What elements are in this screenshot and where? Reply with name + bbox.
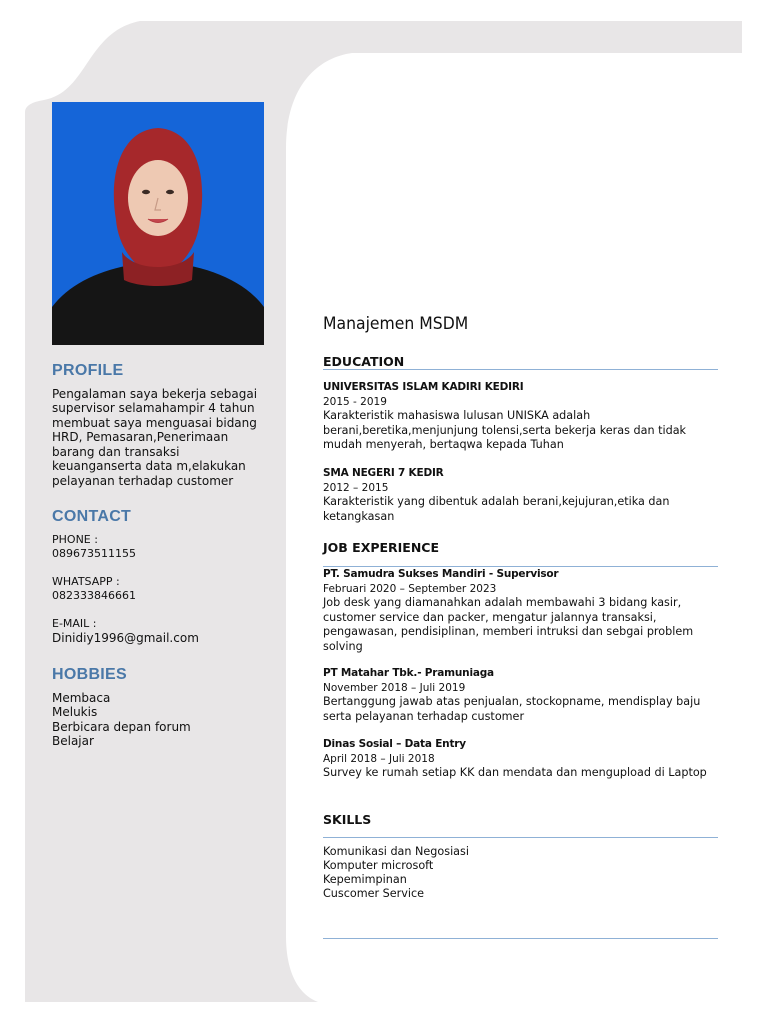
education-school: UNIVERSITAS ISLAM KADIRI KEDIRI [323,381,524,393]
education-divider [323,369,718,370]
education-dates: 2012 – 2015 [323,481,389,494]
hobby-item: Belajar [52,734,94,748]
skill-item: Cuscomer Service [323,887,425,900]
hobbies-heading: HOBBIES [52,666,127,683]
skill-item: Kepemimpinan [323,873,407,886]
skills-heading: SKILLS [323,812,372,827]
skill-item: Komputer microsoft [323,859,434,872]
resume-title: Manajemen MSDM [323,314,469,334]
skill-item: Komunikasi dan Negosiasi [323,845,469,858]
experience-entry [323,666,718,724]
experience-entry [323,567,718,654]
experience-heading: JOB EXPERIENCE [323,540,440,555]
hobby-item: Membaca [52,690,111,705]
profile-text: Pengalaman saya bekerja sebagai supervisor selamahampir 4 tahun membuat saya menguasai bidang HRD, Pemasaran,Penerimaan barang dan transaksi keuanganserta data m,elakukan pelayanan terhadap customer [52,386,258,488]
experience-title: Dinas Sosial – Data Entry [323,738,466,750]
whatsapp-value: 082333846661 [52,588,136,602]
phone-value: 089673511155 [52,546,136,560]
education-heading: EDUCATION [323,354,405,369]
contact-heading: CONTACT [52,508,132,525]
skills-divider [323,837,718,838]
education-dates: 2015 - 2019 [323,395,387,408]
profile-photo [52,102,264,345]
education-school: SMA NEGERI 7 KEDIR [323,467,444,479]
education-desc: Karakteristik mahasiswa lulusan UNISKA adalah berani,beretika,menjunjung tolensi,serta bekerja keras dan tidak mudah menyerah, bertaqwa kepada Tuhan [323,409,687,451]
experience-dates: April 2018 – Juli 2018 [323,752,435,765]
contact-section [52,510,264,645]
experience-dates: Februari 2020 – September 2023 [323,582,497,595]
experience-title: PT. Samudra Sukses Mandiri - Supervisor [323,568,559,580]
education-entry [323,380,718,453]
phone-label: PHONE : [52,532,98,546]
skills-list [323,845,469,901]
experience-desc: Bertanggung jawab atas penjualan, stockopname, mendisplay baju serta pelayanan terhadap customer [323,695,701,723]
email-label: E-MAIL : [52,616,97,630]
education-entry [323,466,718,524]
profile-section [52,364,264,488]
experience-entry [323,737,718,781]
hobby-item: Melukis [52,705,98,719]
whatsapp-label: WHATSAPP : [52,574,120,588]
education-desc: Karakteristik yang dibentuk adalah berani,kejujuran,etika dan ketangkasan [323,495,670,523]
experience-desc: Survey ke rumah setiap KK dan mendata dan mengupload di Laptop [323,766,707,779]
hobby-item: Berbicara depan forum [52,719,191,734]
experience-desc: Job desk yang diamanahkan adalah membawahi 3 bidang kasir, customer service dan packer, mengatur jalannya transaksi, pengawasan, pendisiplinan, memberi intruksi dan sebgai problem solving [323,596,694,653]
footer-divider [323,938,718,939]
profile-heading: PROFILE [52,362,124,379]
email-value: Dinidiy1996@gmail.com [52,630,199,645]
experience-dates: November 2018 – Juli 2019 [323,681,466,694]
experience-title: PT Matahar Tbk.- Pramuniaga [323,667,494,679]
hobbies-section [52,668,264,749]
